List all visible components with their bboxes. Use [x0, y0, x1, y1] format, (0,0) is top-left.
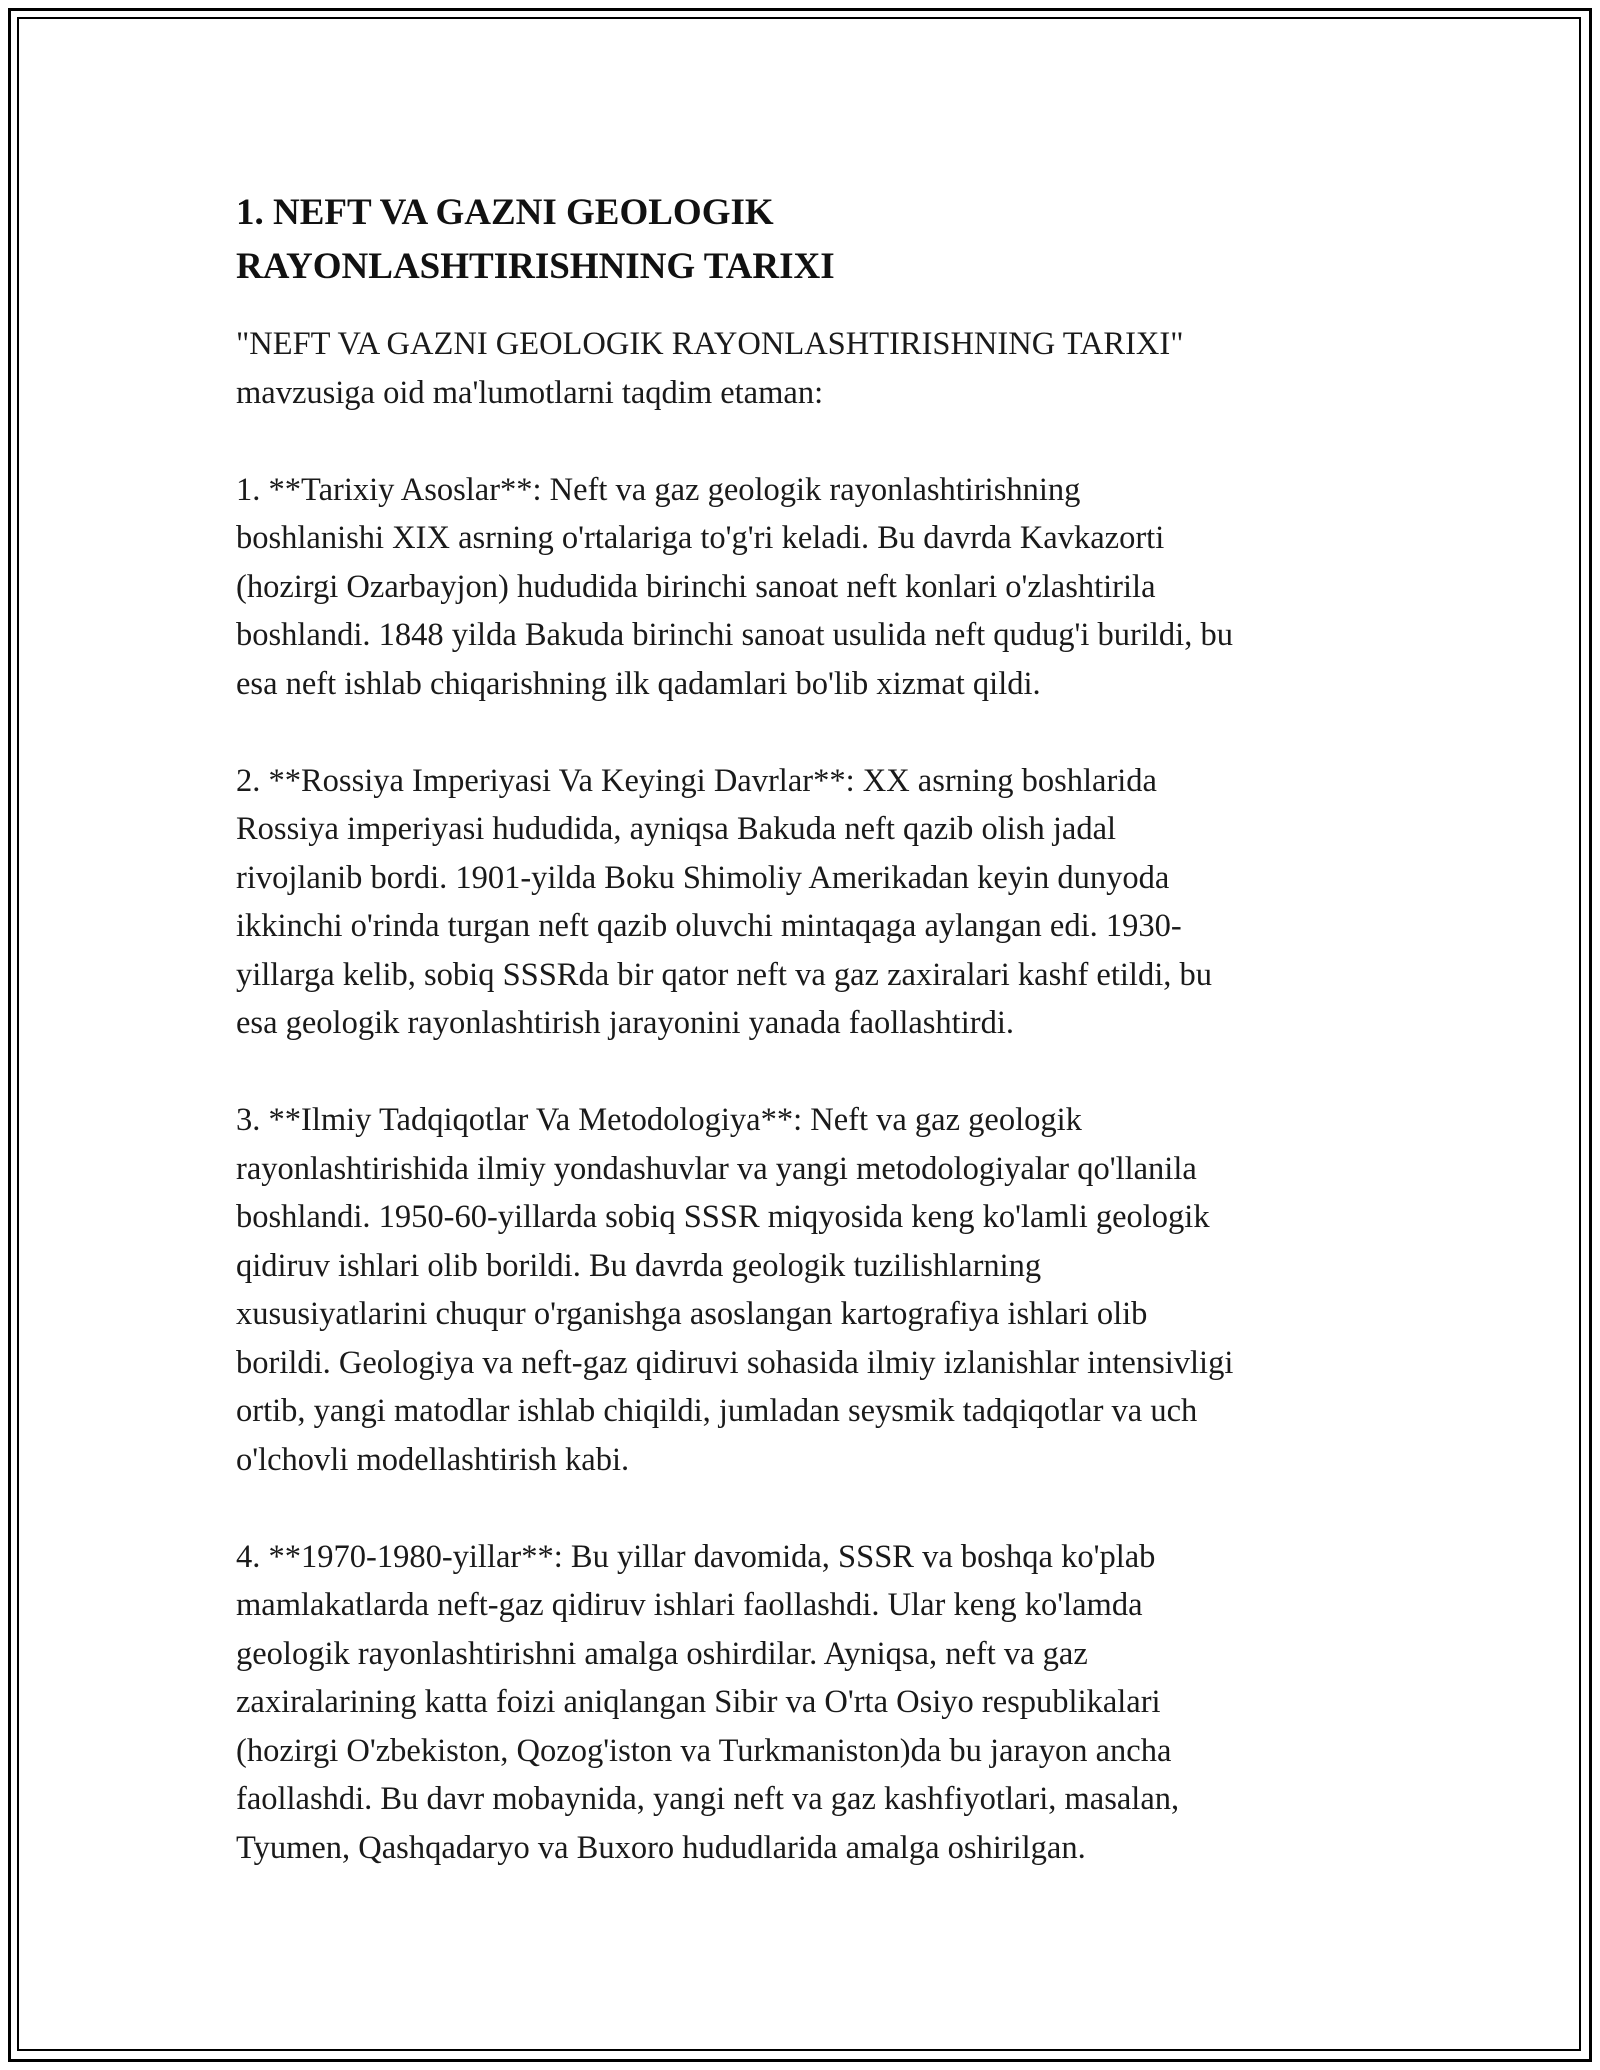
document-title: 1. NEFT VA GAZNI GEOLOGIK RAYONLASHTIRISHNING TARIXI [236, 192, 835, 287]
paragraph-4: 4. **1970-1980-yillar**: Bu yillar davomida, SSSR va boshqa ko'plab mamlakatlarda neft-gaz qidiruv ishlari faollashdi. Ular keng ko'lamda geologik rayonlashtirishni amalga oshirdilar. Ayniqsa, neft va gaz zaxiralarining katta foizi aniqlangan Sibir va O'rta Osiyo respublikalari (hozirgi O'zbekiston, Qozog'iston va Turkmaniston)da bu jarayon ancha faollashdi. Bu davr mobaynida, yangi neft va gaz kashfiyotlari, masalan, Tyumen, Qashqadaryo va Buxoro hududlarida amalga oshirilgan. [236, 1538, 1180, 1866]
intro-paragraph: "NEFT VA GAZNI GEOLOGIK RAYONLASHTIRISHNING TARIXI" mavzusiga oid ma'lumotlarni taqdim etaman: [236, 326, 1184, 411]
paragraph-1: 1. **Tarixiy Asoslar**: Neft va gaz geologik rayonlashtirishning boshlanishi XIX asrning o'rtalariga to'g'ri keladi. Bu davrda Kavkazorti (hozirgi Ozarbayjon) hududida birinchi sanoat neft konlari o'zlashtirila boshlandi. 1848 yilda Bakuda birinchi sanoat usulida neft qudug'i burildi, bu esa neft ishlab chiqarishning ilk qadamlari bo'lib xizmat qildi. [236, 471, 1233, 702]
document-body [236, 186, 1366, 1872]
paragraph-3: 3. **Ilmiy Tadqiqotlar Va Metodologiya**: Neft va gaz geologik rayonlashtirishida ilmiy yondashuvlar va yangi metodologiyalar qo'llanila boshlandi. 1950-60-yillarda sobiq SSSR miqyosida keng ko'lamli geologik qidiruv ishlari olib borildi. Bu davrda geologik tuzilishlarning xususiyatlarini chuqur o'rganishga asoslangan kartografiya ishlari olib borildi. Geologiya va neft-gaz qidiruvi sohasida ilmiy izlanishlar intensivligi ortib, yangi matodlar ishlab chiqildi, jumladan seysmik tadqiqotlar va uch o'lchovli modellashtirish kabi. [236, 1102, 1234, 1478]
paragraph-2: 2. **Rossiya Imperiyasi Va Keyingi Davrlar**: XX asrning boshlarida Rossiya imperiyasi hududida, ayniqsa Bakuda neft qazib olish jadal rivojlanib bordi. 1901-yilda Boku Shimoliy Amerikadan keyin dunyoda ikkinchi o'rinda turgan neft qazib oluvchi mintaqaga aylangan edi. 1930- yillarga kelib, sobiq SSSRda bir qator neft va gaz zaxiralari kashf etildi, bu esa geologik rayonlashtirish jarayonini yanada faollashtirdi. [236, 762, 1212, 1041]
